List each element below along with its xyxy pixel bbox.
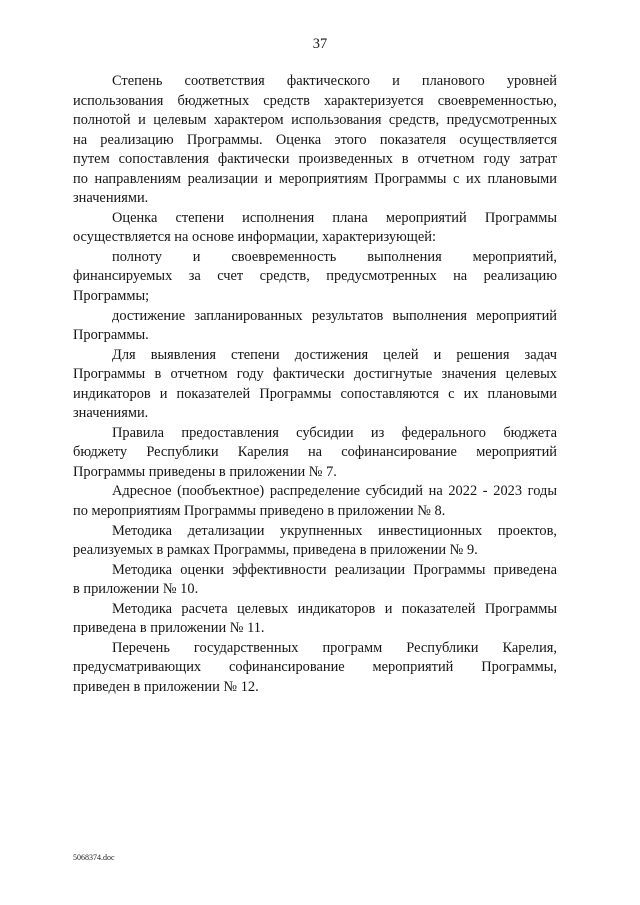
text-line: значениями. <box>73 405 149 422</box>
text-line: Программы; <box>73 288 150 305</box>
text-line: бюджету Республики Карелия на софинансирование мероприятий <box>73 444 557 461</box>
text-line: Правила предоставления субсидии из федерального бюджета <box>112 424 557 441</box>
footer-file-name: 5068374.doc <box>73 853 115 862</box>
text-line: полноту и своевременность выполнения мероприятий, <box>112 248 557 265</box>
paragraph <box>73 561 557 600</box>
text-line: полнотой и целевым характером использования средств, предусмотренных <box>73 112 557 129</box>
text-line: Методика детализации укрупненных инвестиционных проектов, <box>112 522 557 539</box>
paragraph <box>73 346 557 424</box>
text-line: Программы приведены в приложении № 7. <box>73 463 337 480</box>
text-line: по направлениям реализации и мероприятиям Программы с их плановыми <box>73 170 557 187</box>
text-line: Программы. <box>73 327 149 344</box>
paragraph <box>73 248 557 307</box>
text-line: Программы в отчетном году фактически достигнутые значения целевых <box>73 366 557 383</box>
text-line: реализуемых в рамках Программы, приведена в приложении № 9. <box>73 542 478 559</box>
paragraph <box>73 600 557 639</box>
paragraph <box>73 522 557 561</box>
paragraph <box>73 72 557 209</box>
paragraph <box>73 307 557 346</box>
paragraph <box>73 424 557 483</box>
body-text <box>73 72 557 698</box>
text-line: Для выявления степени достижения целей и решения задач <box>112 346 557 363</box>
text-line: приведена в приложении № 11. <box>73 620 265 637</box>
text-line: использования бюджетных средств характеризуется своевременностью, <box>73 92 557 109</box>
text-line: индикаторов и показателей Программы сопоставляются с их плановыми <box>73 385 557 402</box>
paragraph <box>73 209 557 248</box>
text-line: Методика оценки эффективности реализации Программы приведена <box>112 561 557 578</box>
text-line: приведен в приложении № 12. <box>73 678 259 695</box>
text-line: в приложении № 10. <box>73 581 199 598</box>
text-line: на реализацию Программы. Оценка этого показателя осуществляется <box>73 131 557 148</box>
text-line: Степень соответствия фактического и планового уровней <box>112 73 557 89</box>
text-line: путем сопоставления фактически произведенных в отчетном году затрат <box>73 151 557 168</box>
text-line: Методика расчета целевых индикаторов и показателей Программы <box>112 600 557 617</box>
page-number: 37 <box>312 36 328 52</box>
text-line: финансируемых за счет средств, предусмотренных на реализацию <box>73 268 557 285</box>
text-line: предусматривающих софинансирование мероприятий Программы, <box>73 659 557 676</box>
text-line: по мероприятиям Программы приведено в приложении № 8. <box>73 503 446 520</box>
paragraph <box>73 639 557 698</box>
text-line: Адресное (пообъектное) распределение субсидий на 2022 - 2023 годы <box>112 483 557 500</box>
text-line: Перечень государственных программ Республики Карелия, <box>112 639 557 656</box>
text-line: Оценка степени исполнения плана мероприятий Программы <box>112 209 557 226</box>
paragraph <box>73 482 557 521</box>
text-line: достижение запланированных результатов выполнения мероприятий <box>112 307 557 324</box>
text-line: значениями. <box>73 190 149 207</box>
text-line: осуществляется на основе информации, характеризующей: <box>73 229 436 246</box>
